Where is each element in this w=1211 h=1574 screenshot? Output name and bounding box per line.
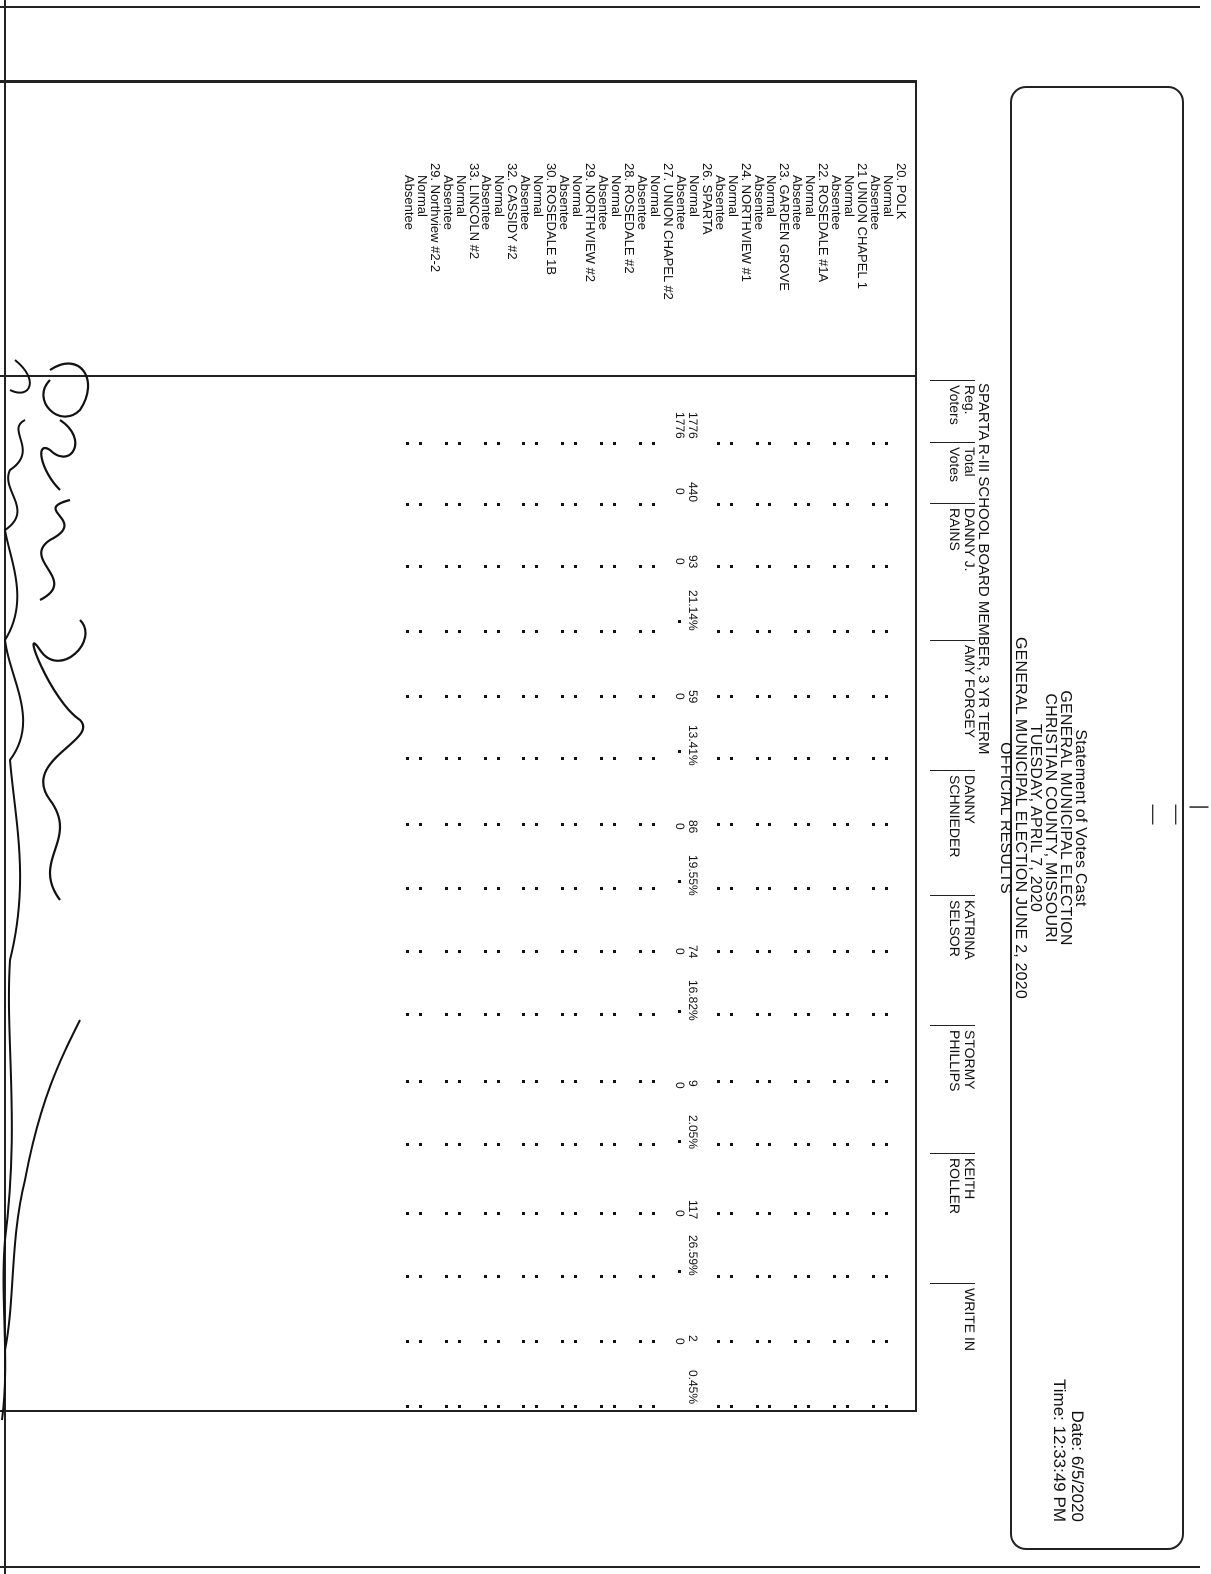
column-header-line: KEITH — [962, 1158, 978, 1200]
precinct-subrow-label: Normal — [531, 175, 547, 217]
precinct-subrow-label: Absentee — [829, 175, 845, 230]
title-line: Statement of Votes Cast — [1072, 729, 1089, 907]
precinct-subrow-label: Normal — [803, 175, 819, 217]
column-header-line: AMY FORGEY — [962, 645, 978, 739]
precinct-subrow-label: Normal — [453, 175, 469, 217]
precinct-label: 23. GARDEN GROVE — [777, 163, 793, 291]
vote-value: 1776 — [685, 412, 700, 439]
column-header-line: ROLLER — [947, 1158, 963, 1215]
title-line: CHRISTIAN COUNTY, MISSOURI — [1042, 693, 1059, 943]
precinct-label: 30. ROSEDALE 1B — [544, 163, 560, 275]
vote-value: 26.59% — [685, 1235, 700, 1276]
precinct-subrow-label: Normal — [764, 175, 780, 217]
column-header-line: Total — [962, 447, 978, 477]
precinct-subrow-label: Normal — [842, 175, 858, 217]
precinct-label: 24. NORTHVIEW #1 — [738, 163, 754, 282]
precinct-subrow-label: Absentee — [596, 175, 612, 230]
precinct-subrow-label: Normal — [492, 175, 508, 217]
precinct-subrow-label: Absentee — [401, 175, 417, 230]
vote-value: 21.14% — [685, 590, 700, 631]
vote-value: 117 — [685, 1200, 700, 1220]
report-time: Time: 12:33:49 PM — [1050, 1379, 1069, 1522]
report-date: Date: 6/5/2020 — [1068, 1410, 1087, 1522]
precinct-label: 21 UNION CHAPEL 1 — [855, 163, 871, 289]
precinct-subrow-label: Normal — [414, 175, 430, 217]
precinct-label: 29. NORTHVIEW #2 — [583, 163, 599, 282]
precinct-subrow-label: Normal — [686, 175, 702, 217]
precinct-label: 22. ROSEDALE #1A — [816, 163, 832, 283]
vote-value: 86 — [685, 820, 700, 834]
vote-value: 0.45% — [685, 1370, 700, 1405]
vote-value: 0 — [672, 948, 687, 955]
vote-value: 0 — [672, 488, 687, 495]
precinct-label: 26. SPARTA — [699, 163, 715, 235]
page-marks: | — — — [1142, 804, 1211, 831]
vote-value: 0 — [672, 1082, 687, 1089]
column-header-line: SELSOR — [947, 900, 963, 957]
precinct-subrow-label: Absentee — [712, 175, 728, 230]
precinct-subrow-label: Absentee — [751, 175, 767, 230]
precinct-subrow-label: Absentee — [634, 175, 650, 230]
precinct-subrow-label: Normal — [570, 175, 586, 217]
race-title: SPARTA R-III SCHOOL BOARD MEMBER, 3 YR TERM — [975, 383, 992, 755]
column-header-line: KATRINA — [962, 900, 978, 960]
column-header-line: WRITE IN — [962, 1288, 978, 1351]
vote-value: 9 — [685, 1080, 700, 1087]
title-line: TUESDAY, APRIL 7, 2020 — [1027, 723, 1044, 913]
vote-value: 0 — [672, 1210, 687, 1217]
column-header-line: STORMY — [962, 1030, 978, 1090]
vote-value: 74 — [685, 945, 700, 959]
column-header-line: DANNY J. — [962, 508, 978, 572]
precinct-label: 33. LINCOLN #2 — [466, 163, 482, 260]
vote-value: 19.55% — [685, 855, 700, 896]
vote-value: 59 — [685, 690, 700, 704]
precinct-label: 27. UNION CHAPEL #2 — [660, 163, 676, 300]
precinct-subrow-label: Absentee — [868, 175, 884, 230]
precinct-subrow-label: Absentee — [790, 175, 806, 230]
column-header-line: SCHNIEDER — [947, 775, 963, 858]
column-header-line: Voters — [947, 385, 963, 425]
signature-jon — [2, 360, 80, 1420]
vote-value: 2.05% — [685, 1115, 700, 1150]
column-header-line: PHILLIPS — [947, 1030, 963, 1092]
precinct-label: 28. ROSEDALE #2 — [621, 163, 637, 274]
precinct-subrow-label: Absentee — [518, 175, 534, 230]
column-header-line: Votes — [947, 447, 963, 483]
title-line: GENERAL MUNICIPAL ELECTION JUNE 2, 2020 — [1012, 637, 1029, 999]
column-header-line: DANNY — [962, 775, 978, 825]
column-header-line: RAINS — [947, 508, 963, 551]
vote-value: 16.82% — [685, 980, 700, 1021]
vote-value: 1776 — [672, 412, 687, 439]
precinct-label: 29. Northview #2-2 — [427, 163, 443, 273]
vote-value: 0 — [672, 823, 687, 830]
precinct-subrow-label: Normal — [881, 175, 897, 217]
column-header-line: Reg. — [962, 385, 978, 415]
precinct-subrow-label: Absentee — [440, 175, 456, 230]
precinct-label: 32. CASSIDY #2 — [505, 163, 521, 260]
precinct-subrow-label: Normal — [647, 175, 663, 217]
precinct-subrow-label: Normal — [609, 175, 625, 217]
signature-carla — [34, 364, 89, 900]
precinct-subrow-label: Absentee — [479, 175, 495, 230]
precinct-label: 20. POLK — [894, 163, 909, 220]
precinct-subrow-label: Absentee — [557, 175, 573, 230]
title-line: GENERAL MUNICIPAL ELECTION — [1057, 690, 1074, 946]
vote-value: 2 — [685, 1335, 700, 1342]
vote-value: 13.41% — [685, 725, 700, 766]
precinct-subrow-label: Absentee — [673, 175, 689, 230]
vote-value: 0 — [672, 558, 687, 565]
precinct-subrow-label: Normal — [725, 175, 741, 217]
vote-value: 440 — [685, 482, 700, 503]
vote-value: 0 — [672, 693, 687, 700]
title-line: OFFICIAL RESULTS — [997, 742, 1014, 894]
vote-value: 93 — [685, 555, 700, 569]
vote-value: 0 — [672, 1338, 687, 1345]
